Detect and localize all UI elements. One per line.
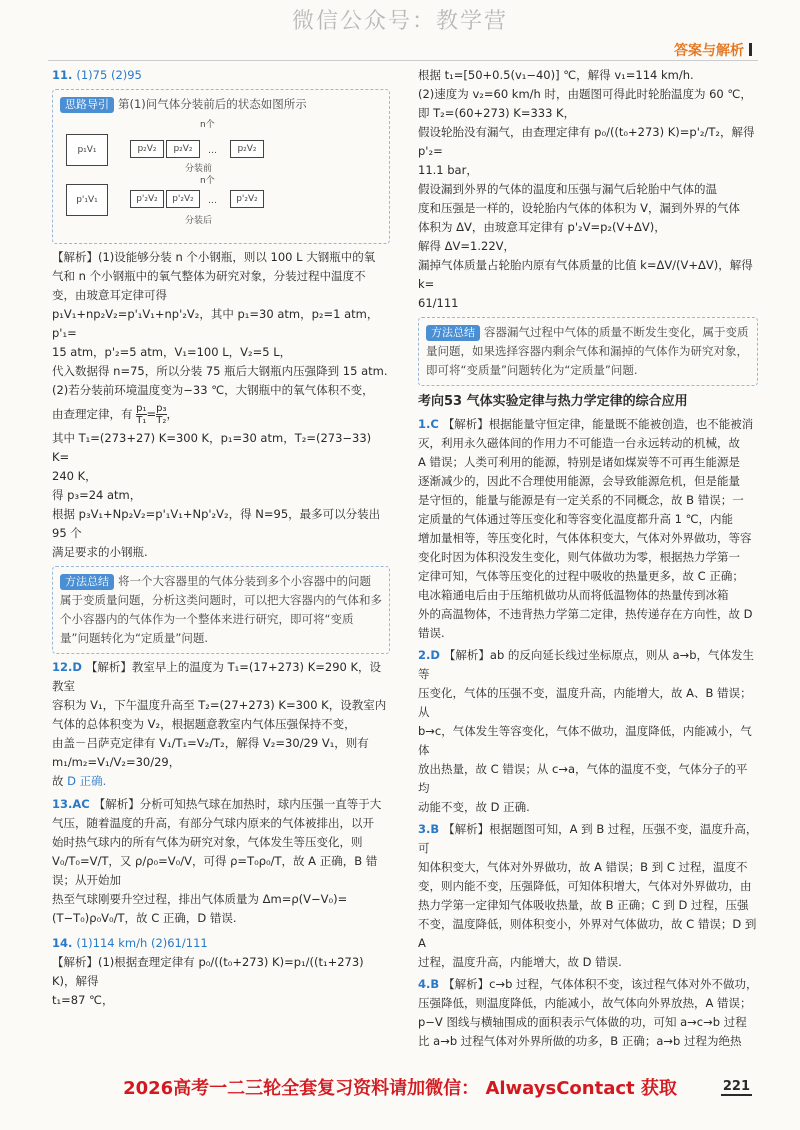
method-text: 将一个大容器里的气体分装到多个小容器中的问题属于变质量问题，分析这类问题时，可以把大容器内的气体和多个小容器内的气体作为一个整体来进行研究，即可将“变质量”问题转化为“定质量”问题.	[60, 574, 382, 645]
text-line: 气体的总体积变为 V₂，根据题意教室内气体压强保持不变，	[52, 717, 356, 731]
text-line: 外的高温物体，不违背热力学第二定律，热传递存在方向性，故 D	[418, 607, 753, 621]
text-line: 错误.	[418, 626, 445, 640]
text-line: 根据 t₁=[50+0.5(v₁−40)] ℃，解得 v₁=114 km/h.	[418, 68, 694, 82]
text-line: 度和压强是一样的，设轮胎内气体的体积为 V，漏到外界的气体	[418, 201, 741, 215]
text-line: p−V 图线与横轴围成的面积表示气体做的功，可知 a→c→b 过程	[418, 1015, 747, 1029]
a4-number: 4.B	[418, 977, 440, 991]
q14-block	[52, 934, 390, 1010]
frac-num: p₃	[156, 403, 167, 414]
text-line: 是守恒的，能量与能源是有一定关系的不同概念，故 B 错误；一	[418, 493, 744, 507]
law-prefix: 由查理定律，有	[52, 407, 133, 421]
q14-answer	[52, 934, 390, 953]
text-line: 变化时因为体积没发生变化，则气体做功为零，根据热力学第一	[418, 550, 740, 564]
a1-line-1	[418, 415, 758, 434]
text-line: 变，由玻意耳定律可得	[52, 288, 167, 302]
text-line: (2)若分装前环境温度变为−33 ℃，大钢瓶中的氧气体积不变，	[52, 383, 374, 397]
q12-line-1	[52, 658, 390, 696]
q13-number: 13.AC	[52, 797, 90, 811]
q12-end	[52, 772, 390, 791]
method-box-right	[418, 317, 758, 386]
text-line: 根据 p₃V₁+Np₂V₂=p'₁V₁+Np'₂V₂，得 N=95，最多可以分装出 95 个	[52, 507, 381, 540]
text-line: 【解析】教室早上的温度为 T₁=(17+273) K=290 K，设教室	[52, 660, 382, 693]
after-label: 分装后	[185, 216, 213, 226]
fraction-right	[156, 403, 166, 426]
text-line: 得 p₃=24 atm，	[52, 488, 142, 502]
text-line: 比 a→b 过程气体对外界所做的功多，B 正确；a→b 过程为绝热	[418, 1034, 742, 1048]
small-bottle-after-n: p'₂V₂	[230, 190, 264, 208]
big-bottle-after: p'₁V₁	[66, 184, 108, 216]
text-line: 过程，温度升高，内能增大，故 D 错误.	[418, 955, 622, 969]
text-line: 【解析】分析可知热气球在加热时，球内压强一直等于大	[93, 797, 382, 811]
small-bottle-before-2: p₂V₂	[166, 140, 200, 158]
a1-block	[418, 415, 758, 643]
header-title: 答案与解析	[674, 43, 744, 59]
text-line: 变，则内能不变，压强降低，可知体积增大，气体对外界做功，由	[418, 879, 752, 893]
watermark-top: 微信公众号：教学营	[291, 9, 508, 34]
footer-promo: 2026高考一二三轮全套复习资料请加微信： AlwaysContact 获取	[123, 1078, 677, 1099]
frac-num: p₁	[136, 403, 147, 414]
q13-line-1	[52, 795, 390, 814]
text-line: A 错误；人类可利用的能源，特别是诸如煤炭等不可再生能源是	[418, 455, 741, 469]
text-line: 放出热量，故 C 错误；从 c→a，气体的温度不变，气体分子的平均	[418, 762, 748, 795]
left-column	[52, 66, 390, 1010]
method-tag: 方法总结	[60, 574, 114, 590]
before-label: 分装前	[185, 164, 213, 174]
a3-line-1	[418, 820, 758, 858]
text-line: 漏掉气体质量占轮胎内原有气体质量的比值 k=ΔV/(V+ΔV)，解得 k=	[418, 258, 753, 291]
a1-number: 1.C	[418, 417, 439, 431]
a2-block	[418, 646, 758, 817]
text-line: 假设轮胎没有漏气，由查理定律有 p₀/((t₀+273) K)=p'₂/T₂，解得 p'₂=	[418, 125, 755, 158]
a3-block	[418, 820, 758, 972]
small-bottle-before-1: p₂V₂	[130, 140, 164, 158]
small-bottle-after-1: p'₂V₂	[130, 190, 164, 208]
text-line: 电冰箱通电后由于压缩机做功从而将低温物体的热量传到冰箱	[418, 588, 729, 602]
q11-solution-b	[52, 429, 390, 562]
page-number: 221	[722, 1079, 750, 1094]
text-line: V₀/T₀=V/T，又 ρ/ρ₀=V₀/V，可得 ρ=T₀ρ₀/T，故 A 正确，B 错误；从开始加	[52, 854, 378, 887]
text-line: 【解析】根据题图可知，A 到 B 过程，压强不变，温度升高，可	[418, 822, 758, 855]
text-line: 假设漏到外界的气体的温度和压强与漏气后轮胎中气体的温	[418, 182, 717, 196]
method-box-left	[52, 566, 390, 654]
text-line: 动能不变，故 D 正确.	[418, 800, 530, 814]
header-divider	[48, 60, 758, 61]
charles-law-line: 由查理定律，有 $\frac{\text{p₁}}{\text{T₁}}$ = $\frac{\text{p₃}}{\text{T₂}}$ ，	[52, 403, 179, 426]
section-header	[674, 40, 752, 60]
text-line: 增加量相等，等压变化时，气体体积变大，气体对外界做功，等容	[418, 531, 752, 545]
a2-number: 2.D	[418, 648, 440, 662]
ellipsis-after: …	[208, 196, 217, 206]
a4-line-1	[418, 975, 758, 994]
n-label-after: n个	[200, 176, 215, 186]
text-line: (2)速度为 v₂=60 km/h 时，由题图可得此时轮胎温度为 60 ℃，	[418, 87, 752, 101]
text-line: 气压，随着温度的升高，有部分气球内原来的气体被排出，以开	[52, 816, 374, 830]
right-column	[418, 66, 758, 1051]
q14-number: 14.	[52, 936, 73, 950]
a4-block	[418, 975, 758, 1051]
small-bottle-before-n: p₂V₂	[230, 140, 264, 158]
text-line: 热至气球刚要升空过程，排出气体质量为 Δm=ρ(V−V₀)=	[52, 892, 348, 906]
text-line: 15 atm，p'₂=5 atm，V₁=100 L，V₂=5 L，	[52, 345, 292, 359]
text-line: 压变化，气体的压强不变，温度升高，内能增大，故 A、B 错误；从	[418, 686, 752, 719]
q11-answer	[52, 66, 390, 85]
small-bottle-after-2: p'₂V₂	[166, 190, 200, 208]
text-line: 满足要求的小钢瓶.	[52, 545, 148, 559]
text-line: 【解析】(1)设能够分装 n 个小钢瓶，则以 100 L 大钢瓶中的氧	[52, 250, 376, 264]
text-line: 定律可知，气体等压变化的过程中吸收的热量更多，故 C 正确；	[418, 569, 744, 583]
q14-continued	[418, 66, 758, 313]
text-line: (T−T₀)ρ₀V₀/T，故 C 正确，D 错误.	[52, 911, 237, 925]
a2-line-1	[418, 646, 758, 684]
text-line: 11.1 bar，	[418, 163, 478, 177]
q14-answer-text: (1)114 km/h (2)61/111	[76, 936, 208, 950]
text-line: 【解析】ab 的反向延长线过坐标原点，则从 a→b，气体发生等	[418, 648, 755, 681]
text-line: 240 K，	[52, 469, 97, 483]
text-line: t₁=87 ℃，	[52, 993, 114, 1007]
q12-number: 12.D	[52, 660, 82, 674]
text-line: 其中 T₁=(273+27) K=300 K，p₁=30 atm，T₂=(273−33) K=	[52, 431, 372, 464]
text-span: 故	[52, 774, 68, 788]
text-line: p₁V₁+np₂V₂=p'₁V₁+np'₂V₂，其中 p₁=30 atm，p₂=1 atm，p'₁=	[52, 307, 379, 340]
text-line: 代入数据得 n=75，所以分装 75 瓶后大钢瓶内压强降到 15 atm.	[52, 364, 388, 378]
q11-solution-a	[52, 248, 390, 400]
hint-text: 第(1)问气体分装前后的状态如图所示	[118, 97, 307, 111]
text-line: b→c，气体发生等容变化，气体不做功，温度降低，内能减小，气体	[418, 724, 752, 757]
header-bar	[749, 43, 752, 56]
section-title: 考向53 气体实验定律与热力学定律的综合应用	[418, 394, 688, 409]
q12-block	[52, 658, 390, 791]
text-line: 气和 n 个小钢瓶中的氧气整体为研究对象，分装过程中温度不	[52, 269, 366, 283]
q13-block	[52, 795, 390, 928]
frac-den: T₂	[156, 415, 167, 426]
text-line: 热力学第一定律知气体吸收热量，故 B 正确；C 到 D 过程，压强	[418, 898, 749, 912]
fraction-left	[136, 403, 146, 426]
text-line: 由盖－吕萨克定律有 V₁/T₁=V₂/T₂，解得 V₂=30/29 V₁，则有 m₁/m₂=V₁/V₂=30/29，	[52, 736, 369, 769]
text-line: 解得 ΔV=1.22V，	[418, 239, 515, 253]
hint-tag: 思路导引	[60, 97, 114, 113]
frac-den: T₁	[136, 415, 147, 426]
text-line: 61/111	[418, 296, 459, 310]
text-line: 【解析】c→b 过程，气体体积不变，该过程气体对外不做功，	[443, 977, 758, 991]
q11-answer-text: (1)75 (2)95	[76, 68, 142, 82]
text-line: 容积为 V₁，下午温度升高至 T₂=(27+273) K=300 K，设教室内	[52, 698, 387, 712]
ellipsis-before: …	[208, 146, 217, 156]
text-line: 压强降低，则温度降低，内能减小，故气体向外界放热，A 错误；	[418, 996, 752, 1010]
text-line: 定质量的气体通过等压变化和等容变化温度都升高 1 ℃，内能	[418, 512, 734, 526]
text-line: 逐渐减少的，因此不合理使用能源，会导致能源危机，但是能量	[418, 474, 740, 488]
method-tag: 方法总结	[426, 325, 480, 341]
text-line: 体积为 ΔV，由玻意耳定律有 p'₂V=p₂(V+ΔV)，	[418, 220, 666, 234]
text-line: 【解析】根据能量守恒定律，能量既不能被创造，也不能被消	[442, 417, 754, 431]
text-line: 始时热气球内的所有气体为研究对象，气体发生等压变化，则	[52, 835, 363, 849]
hint-box	[52, 89, 390, 244]
method-text: 容器漏气过程中气体的质量不断发生变化，属于变质量问题，如果选择容器内剩余气体和漏掉的气体作为研究对象，即可将“变质量”问题转化为“定质量”问题.	[426, 325, 749, 377]
text-line: 不变，温度降低，则体积变小，外界对气体做功，故 C 错误；D 到 A	[418, 917, 757, 950]
text-line: 【解析】(1)根据查理定律有 p₀/((t₀+273) K)=p₁/((t₁+273) K)，解得	[52, 955, 364, 988]
n-label-before: n个	[200, 120, 215, 130]
q11-number: 11.	[52, 68, 73, 82]
gas-split-diagram	[60, 116, 382, 234]
a3-number: 3.B	[418, 822, 440, 836]
text-line: 知体积变大，气体对外界做功，故 A 错误；B 到 C 过程，温度不	[418, 860, 748, 874]
answer-mark: D 正确.	[67, 774, 107, 788]
text-line: 灭，利用永久磁体间的作用力不可能造一台永远转动的机械，故	[418, 436, 740, 450]
text-line: 即 T₂=(60+273) K=333 K，	[418, 106, 576, 120]
big-bottle-before: p₁V₁	[66, 134, 108, 166]
